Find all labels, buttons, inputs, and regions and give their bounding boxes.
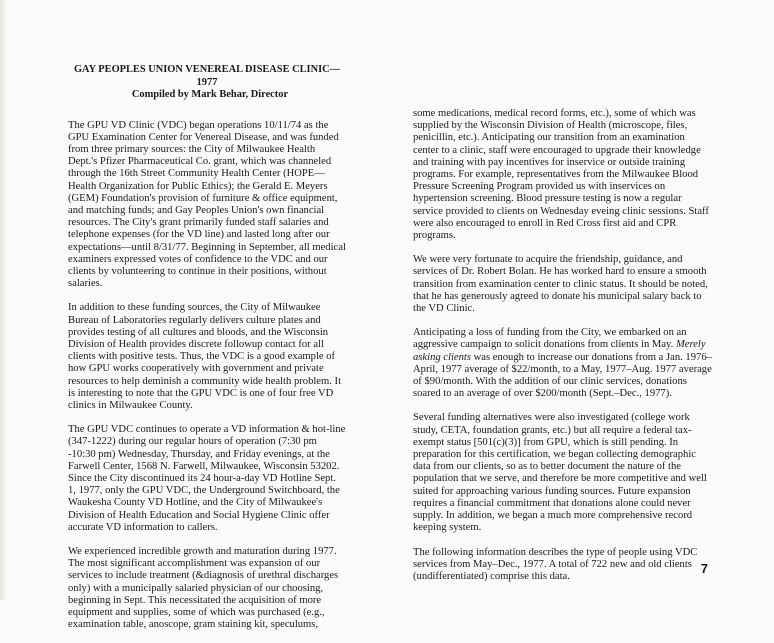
paragraph-funding-sources: The GPU VD Clinic (VDC) began operations 10/11/74 as the GPU Examination Center for Venereal Disease, and was funded from three primary sources: the City of Milwaukee Health Dept.'s Pfizer Pharmaceutical Co. grant, which was channeled through the 16th Street Community Health Center (HOPE—Health Organization for Public Ethics); the Gerald E. Meyers (GEM) Foundation's provision of furniture & office equipment, and matching funds; and Gay Peoples Union's own financial resources. The City's grant primarily funded staff salaries and telephone expenses (for the VD line) and lasted long after our expectations—until 8/31/77. Beginning in September, all medical examiners expressed votes of confidence to the VDC and our clients by volunteering to continue in their positions, without salaries. [68, 119, 346, 290]
campaign-rest: was enough to increase our donations from a Jan. 1976–April, 1977 average of $22/month, to a May, 1977–Aug. 1977 average of $90/month. With the addition of our clinic services, donations soared to an average of over $200/month (Sept.–Dec., 1977). [413, 351, 712, 400]
paragraph-dr-bolan: We were very fortunate to acquire the friendship, guidance, and services of Dr. Robert Bolan. He has worked hard to ensure a smooth transition from examination center to clinic status. It should be noted, that he has generously agreed to donate his municipal salary back to the VD Clinic. [413, 254, 708, 315]
paragraph-growth: We experienced incredible growth and maturation during 1977. The most significant accomplishment was expansion of our services to include treatment (&diagnosis of urethral discharges only) with a municipally salaried physician of our choosing, beginning in Sept. This necessitated the acquisition of more equipment and supplies, some of which was purchased (e.g., examination table, anoscope, gram staining kit, speculums, [68, 546, 339, 631]
right-column [413, 108, 713, 595]
page-number: 7 [700, 561, 708, 576]
campaign-italic-phrase: Merely asking clients [413, 339, 706, 363]
campaign-lead: Anticipating a loss of funding from the City, we embarked on an aggressive campaign to solicit donations from clients in May. [413, 327, 687, 351]
paragraph-hotline: The GPU VDC continues to operate a VD information & hot-line (347-1222) during our regular hours of operation (7:30 pm -10:30 pm) Wednesday, Thursday, and Friday evenings, at the Farwell Center, 1568 N. Farwell, Milwaukee, Wisconsin 53202. Since the City discontinued its 24 hour-a-day VD Hotline Sept. 1, 1977, only the GPU VDC, the Underground Switchboard, the Waukesha County VD Hotline, and the City of Milwaukee's Division of Health Education and Social Hygiene Clinic offer accurate VD information to callers. [68, 424, 346, 533]
paragraph-equipment-training: some medications, medical record forms, etc.), some of which was supplied by the Wisconsin Division of Health (microscope, files, penicillin, etc.). Anticipating our transition from an examination center to a clinic, staff were encouraged to upgrade their knowledge and training with pay incentives for inservice or outside training programs. For example, representatives from the Milwaukee Blood Pressure Screening Program provided us with inservices on hypertension screening. Blood pressure testing is now a regular service provided to clients on Wednesday eveing clinic sessions. Staff were also encouraged to enroll in Red Cross first aid and CPR programs. [413, 108, 709, 242]
left-column [68, 64, 346, 643]
paragraph-donation-campaign [413, 327, 713, 400]
paragraph-funding-alternatives: Several funding alternatives were also investigated (college work study, CETA, foundation grants, etc.) but all require a federal tax-exempt status [501(c)(3)] from GPU, which is still pending. In preparation for this certification, we began collecting demographic data from our clients, so as to better document the nature of the population that we serve, and therefore be more competitive and well suited for approaching various funding sources. Future expansion requires a financial commitment that donations alone could never supply. In addition, we began a much more comprehensive record keeping system. [413, 412, 707, 534]
article-header [68, 64, 346, 102]
paragraph-data-intro: The following information describes the type of people using VDC services from May–Dec., 1977. A total of 722 new and old clients (undifferentiated) comprise this data. [413, 546, 698, 582]
paragraph-city-laboratories: In addition to these funding sources, the City of Milwaukee Bureau of Laboratories regularly delivers culture plates and provides testing of all cultures and bloods, and the Wisconsin Division of Health provides discrete followup contact for all clients with positive tests. Thus, the VDC is a good example of how GPU works cooperatively with government and private resources to help deminish a community wide health problem. It is interesting to note that the GPU VDC is one of four free VD clinics in Milwaukee County. [68, 302, 342, 411]
article-title: GAY PEOPLES UNION VENEREAL DISEASE CLINIC—1977 [73, 64, 341, 88]
page-spine-shadow [0, 0, 8, 600]
article-byline: Compiled by Mark Behar, Director [131, 89, 289, 100]
